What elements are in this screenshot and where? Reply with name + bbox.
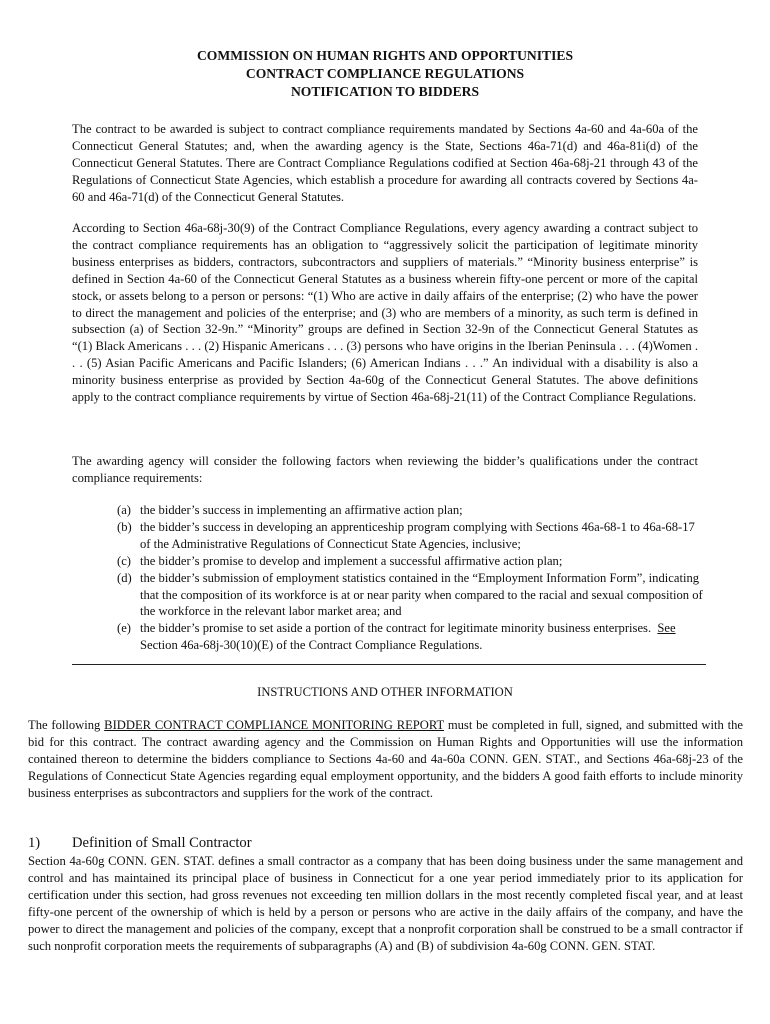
paragraph-minority-definition: According to Section 46a-68j-30(9) of the Contract Compliance Regulations, every agency awarding a contract subject to the contract compliance requirements has an obligation to “aggressively solicit the participation of legitimate minority business enterprises as bidders, contractors, subcontractors and suppliers of materials.” “Minority business enterprise” is defined in Section 4a-60 of the Connecticut General Statutes as a business wherein fifty-one percent or more of the capital stock, or assets belong to a person or persons: “(1) Who are active in daily affairs of the enterprise; (2) who have the power to direct the management and policies of the enterprise; and (3) who are members of a minority, as such term is defined in subsection (a) of Section 32-9n.” “Minority” groups are defined in Section 32-9n of the Connecticut General Statutes as “(1) Black Americans . . . (2) Hispanic Americans . . . (3) persons who have origins in the Iberian Peninsula . . . (4)Women . . . (5) Asian Pacific Americans and Pacific Islanders; (6) American Indians . . .” An individual with a disability is also a minority business enterprise as provided by Section 4a-60g of the Connecticut General Statutes. The above definitions apply to the contract compliance requirements by virtue of Section 46a-68j-21(11) of the Contract Compliance Regulations. [72, 221, 698, 405]
list-item-text: the bidder’s success in developing an apprenticeship program complying with Sections 46a-68-1 to 46a-68-17 of the Administrative Regulations of Connecticut State Agencies, inclusive; [140, 519, 695, 551]
list-item-text [140, 620, 707, 654]
header-line-1: COMMISSION ON HUMAN RIGHTS AND OPPORTUNITIES [196, 48, 574, 63]
header-line-2: CONTRACT COMPLIANCE REGULATIONS [245, 66, 525, 81]
paragraph-factors-intro: The awarding agency will consider the following factors when reviewing the bidder’s qualifications under the contract compliance requirements: [72, 454, 698, 485]
list-item-text: the bidder’s promise to develop and implement a successful affirmative action plan; [140, 553, 563, 568]
list-item [117, 553, 707, 570]
paragraph-instructions [28, 717, 743, 802]
paragraph-small-contractor: Section 4a-60g CONN. GEN. STAT. defines a small contractor as a company that has been doing business under the same management and control and has maintained its principal place of business in Connecticut for a one year period immediately prior to its application for certification under this section, had gross revenues not exceeding ten million dollars in the most recently completed fiscal year, and at least fifty-one percent of the ownership of which is held by a person or persons who are active in the daily affairs of the company, and have the power to direct the management and policies of the company, except that a nonprofit corporation shall be construed to be a small contractor if such nonprofit corporation meets the requirements of subparagraphs (A) and (B) of subdivision 4a-60g CONN. GEN. STAT. [28, 854, 743, 953]
list-item-marker: (d) [117, 570, 132, 585]
see-reference-text: Section 46a-68j-30(10)(E) of the Contract Compliance Regulations. [140, 638, 483, 653]
list-item [117, 519, 707, 553]
section-1-title: Definition of Small Contractor [72, 835, 252, 851]
list-item-text: the bidder’s success in implementing an affirmative action plan; [140, 503, 463, 517]
instructions-heading: INSTRUCTIONS AND OTHER INFORMATION [257, 685, 513, 699]
factors-list [117, 502, 707, 654]
see-reference-label: See [657, 621, 676, 636]
list-item-marker: (c) [117, 553, 131, 568]
list-item-text-main: the bidder’s promise to set aside a portion of the contract for legitimate minority business enterprises. [140, 621, 652, 636]
instructions-text-before: The following [28, 718, 101, 732]
list-item [117, 570, 707, 621]
list-item-marker: (e) [117, 621, 131, 636]
section-1-heading [28, 834, 743, 852]
list-item-marker: (a) [117, 503, 131, 517]
list-item-text: the bidder’s submission of employment statistics contained in the “Employment Information Form”, indicating that the composition of its workforce is at or near parity when compared to the racial and sexual composition of the workforce in the relevant labor market area; and [140, 570, 703, 619]
paragraph-statutes: The contract to be awarded is subject to contract compliance requirements mandated by Sections 4a-60 and 4a-60a of the Connecticut General Statutes; and, when the awarding agency is the State, Sections 46a-71(d) and 46a-81i(d) of the Connecticut General Statutes. There are Contract Compliance Regulations codified at Section 46a-68j-21 through 43 of the Regulations of Connecticut State Agencies, which establish a procedure for awarding all contracts covered by Sections 4a-60 and 46a-71(d) of the Connecticut General Statutes. [72, 122, 698, 204]
section-1-number: 1) [28, 835, 41, 851]
list-item-marker: (b) [117, 519, 132, 534]
document-header [0, 47, 770, 101]
section-divider [72, 664, 706, 665]
instructions-text-after: must be completed in full, signed, and submitted with the bid for this contract. The contract awarding agency and the Commission on Human Rights and Opportunities will use the information contained thereon to determine the bidders compliance to Sections 4a-60 and 4a-60a CONN. GEN. STAT., and Sections 46a-68j-23 of the Regulations of Connecticut State Agencies regarding equal employment opportunity, and the bidders A good faith efforts to include minority business enterprises as subcontractors and suppliers for the work of the contract. [28, 718, 744, 800]
list-item [117, 620, 707, 654]
report-title-underlined: BIDDER CONTRACT COMPLIANCE MONITORING REPORT [104, 718, 445, 732]
header-line-3: NOTIFICATION TO BIDDERS [290, 84, 480, 99]
list-item [117, 502, 707, 519]
